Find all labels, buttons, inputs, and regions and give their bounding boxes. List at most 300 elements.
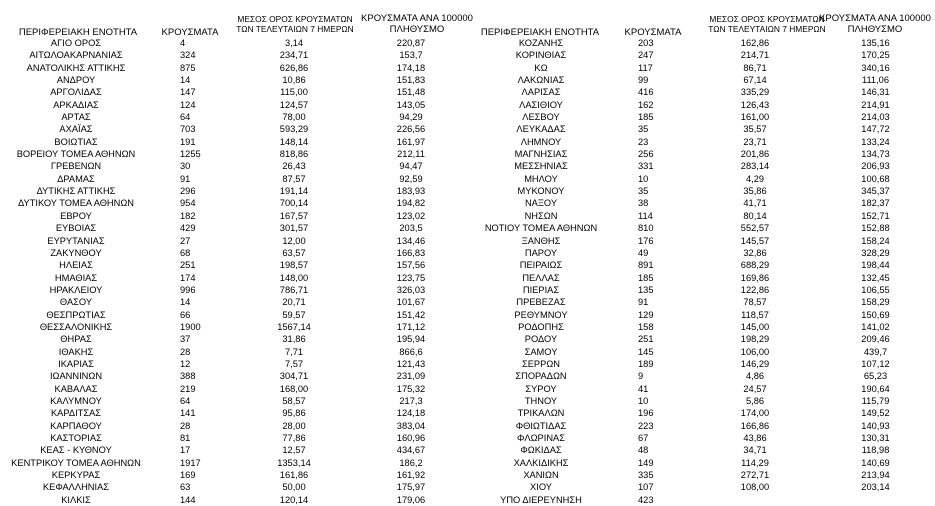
region-name: ΚΟΡΙΝΘΙΑΣ xyxy=(515,50,567,61)
per-100k-value: 152,71 xyxy=(861,210,890,221)
region-name: ΚΑΛΥΜΝΟΥ xyxy=(50,395,102,406)
region-name: ΑΓΙΟ ΟΡΟΣ xyxy=(50,38,102,48)
cases-value: 158 xyxy=(638,321,654,332)
table-row xyxy=(0,284,470,296)
header-region-right: ΠΕΡΙΦΕΡΕΙΑΚΗ ΕΝΟΤΗΤΑ xyxy=(480,27,600,38)
cases-value: 1900 xyxy=(180,321,201,332)
table-row xyxy=(0,111,470,123)
per-100k-value: 340,16 xyxy=(861,62,890,73)
region-name: ΚΩ xyxy=(534,62,548,73)
per-100k-value: 179,06 xyxy=(396,494,426,505)
region-name: ΚΑΡΠΑΘΟΥ xyxy=(50,420,102,431)
avg-7day-value: 818,86 xyxy=(279,149,309,160)
table-row xyxy=(468,395,935,407)
region-name: ΦΛΩΡΙΝΑΣ xyxy=(516,433,566,443)
avg-7day-value: 87,57 xyxy=(282,173,306,184)
per-100k-value: 124,18 xyxy=(396,408,426,419)
table-row xyxy=(468,457,935,469)
per-100k-value: 183,93 xyxy=(396,186,426,197)
per-100k-value: 198,44 xyxy=(861,260,890,271)
per-100k-value: 101,67 xyxy=(396,297,426,308)
avg-7day-value: 63,57 xyxy=(282,247,306,258)
avg-7day-value: 34,71 xyxy=(743,445,767,456)
table-row xyxy=(0,383,470,395)
cases-value: 12 xyxy=(180,358,191,369)
per-100k-value: 171,12 xyxy=(396,321,426,332)
region-name: ΜΗΛΟΥ xyxy=(524,173,558,184)
cases-value: 129 xyxy=(638,309,654,320)
avg-7day-value: 146,29 xyxy=(740,358,770,369)
cases-value: 1917 xyxy=(180,457,201,468)
table-row xyxy=(0,469,470,481)
table-row xyxy=(0,99,470,111)
avg-7day-value: 108,00 xyxy=(740,482,770,493)
avg-7day-value: 234,71 xyxy=(279,50,309,61)
cases-value: 891 xyxy=(638,260,654,271)
per-100k-value: 209,46 xyxy=(861,334,890,345)
avg-7day-value: 50,00 xyxy=(282,482,306,493)
region-name: ΞΑΝΘΗΣ xyxy=(521,235,561,246)
table-row xyxy=(468,432,935,444)
region-name: ΔΥΤΙΚΟΥ ΤΟΜΕΑ ΑΘΗΝΩΝ xyxy=(17,198,135,209)
per-100k-value: 94,29 xyxy=(399,112,423,123)
region-name: ΧΙΟΥ xyxy=(530,482,552,493)
region-name: ΕΒΡΟΥ xyxy=(60,210,92,221)
table-row xyxy=(0,86,470,98)
table-row xyxy=(0,210,470,222)
region-name: ΙΩΑΝΝΙΝΩΝ xyxy=(49,371,103,382)
region-name: ΡΕΘΥΜΝΟΥ xyxy=(514,309,568,320)
table-row xyxy=(0,160,470,172)
cases-value: 335 xyxy=(638,470,654,481)
per-100k-value: 214,91 xyxy=(861,99,890,110)
table-row xyxy=(468,111,935,123)
per-100k-value: 130,31 xyxy=(861,433,890,443)
table-row xyxy=(468,210,935,222)
region-name: ΧΑΛΚΙΔΙΚΗΣ xyxy=(513,457,569,468)
per-100k-value: 195,94 xyxy=(396,334,426,345)
region-name: ΘΕΣΣΑΛΟΝΙΚΗΣ xyxy=(39,321,113,332)
cases-value: 203 xyxy=(638,38,654,48)
table-row xyxy=(0,136,470,148)
region-name: ΛΑΡΙΣΑΣ xyxy=(521,87,561,98)
table-row xyxy=(468,469,935,481)
avg-7day-value: 198,57 xyxy=(279,260,309,271)
avg-7day-value xyxy=(694,494,816,506)
per-100k-value: 213,94 xyxy=(861,470,890,481)
cases-value: 256 xyxy=(638,149,654,160)
table-row xyxy=(0,407,470,419)
table-row xyxy=(0,444,470,456)
per-100k-value: 149,52 xyxy=(861,408,890,419)
per-100k-value: 107,12 xyxy=(861,358,890,369)
cases-value: 223 xyxy=(638,420,654,431)
region-name: ΚΑΣΤΟΡΙΑΣ xyxy=(50,433,102,443)
avg-7day-value: 126,43 xyxy=(740,99,770,110)
per-100k-value: 182,37 xyxy=(861,198,890,209)
cases-value: 954 xyxy=(180,198,196,209)
cases-value: 219 xyxy=(180,383,196,394)
cases-value: 169 xyxy=(180,470,196,481)
table-row xyxy=(468,123,935,135)
table-row xyxy=(0,494,470,506)
per-100k-value: 866,6 xyxy=(399,346,423,357)
avg-7day-value: 161,00 xyxy=(740,112,770,123)
region-name: ΙΘΑΚΗΣ xyxy=(58,346,94,357)
cases-value: 99 xyxy=(638,75,649,86)
table-row xyxy=(468,358,935,370)
cases-value: 91 xyxy=(180,173,191,184)
avg-7day-value: 161,86 xyxy=(279,470,309,481)
region-name: ΛΑΣΙΘΙΟΥ xyxy=(519,99,563,110)
cases-value: 81 xyxy=(180,433,191,443)
region-name: ΜΕΣΣΗΝΙΑΣ xyxy=(514,161,568,172)
cases-value: 144 xyxy=(180,494,196,505)
region-name: ΘΑΣΟΥ xyxy=(59,297,93,308)
avg-7day-value: 166,86 xyxy=(740,420,770,431)
per-100k-value: 141,02 xyxy=(861,321,890,332)
region-name: ΑΝΔΡΟΥ xyxy=(56,75,96,86)
cases-value: 68 xyxy=(180,247,191,258)
region-name: ΚΕΦΑΛΛΗΝΙΑΣ xyxy=(42,482,110,493)
avg-7day-value: 114,29 xyxy=(741,457,769,468)
per-100k-value: 161,92 xyxy=(396,470,426,481)
table-row xyxy=(468,235,935,247)
avg-7day-value: 168,00 xyxy=(279,383,309,394)
avg-7day-value: 20,71 xyxy=(282,297,306,308)
per-100k-value: 111,06 xyxy=(861,75,890,86)
header-cases-left: ΚΡΟΥΣΜΑΤΑ xyxy=(161,27,219,38)
table-row xyxy=(468,481,935,493)
avg-7day-value: 12,57 xyxy=(282,445,306,456)
header-avg-right: ΜΕΣΟΣ ΟΡΟΣ ΚΡΟΥΣΜΑΤΩΝ ΤΩΝ ΤΕΛΕΥΤΑΙΩΝ 7 ΗΜΕΡΩΝ xyxy=(708,14,826,34)
avg-7day-value: 24,57 xyxy=(743,383,767,394)
region-name: ΤΗΝΟΥ xyxy=(524,395,558,406)
table-row xyxy=(0,272,470,284)
table-row xyxy=(468,136,935,148)
avg-7day-value: 67,14 xyxy=(743,75,767,86)
table-row xyxy=(468,185,935,197)
table-row xyxy=(468,321,935,333)
table-row xyxy=(0,346,470,358)
avg-7day-value: 4,29 xyxy=(745,173,765,184)
per-100k-value: 217,3 xyxy=(399,395,423,406)
table-row xyxy=(0,457,470,469)
avg-7day-value: 35,86 xyxy=(743,186,767,197)
cases-value: 324 xyxy=(180,50,196,61)
per-100k-value: 115,79 xyxy=(861,395,890,406)
region-name: ΜΑΓΝΗΣΙΑΣ xyxy=(514,149,568,160)
per-100k-value: 231,09 xyxy=(396,371,426,382)
table-row xyxy=(468,259,935,271)
cases-value: 35 xyxy=(638,124,649,135)
table-row xyxy=(0,481,470,493)
cases-value: 196 xyxy=(638,408,654,419)
table-row xyxy=(0,370,470,382)
region-name: ΘΗΡΑΣ xyxy=(60,334,92,345)
per-100k-value: 186,2 xyxy=(399,457,423,468)
region-name: ΠΕΙΡΑΙΩΣ xyxy=(519,260,563,271)
table-row xyxy=(468,333,935,345)
cases-value: 27 xyxy=(180,235,191,246)
region-name: ΦΘΙΩΤΙΔΑΣ xyxy=(515,420,567,431)
per-100k-value: 106,55 xyxy=(861,284,890,295)
region-name: ΚΕΑΣ - ΚΥΘΝΟΥ xyxy=(40,445,112,456)
table-row xyxy=(468,247,935,259)
table-row xyxy=(0,222,470,234)
region-name: ΣΑΜΟΥ xyxy=(524,346,558,357)
per-100k-value: 439,7 xyxy=(863,346,888,357)
cases-value: 23 xyxy=(638,136,649,147)
cases-value: 185 xyxy=(638,112,654,123)
per-100k-value: 123,75 xyxy=(396,272,426,283)
header-per100k-left: ΚΡΟΥΣΜΑΤΑ ΑΝΑ 100000 ΠΛΗΘΥΣΜΟ xyxy=(361,13,473,35)
region-name: ΑΡΓΟΛΙΔΑΣ xyxy=(50,87,102,98)
cases-value: 48 xyxy=(638,445,649,456)
cases-value: 114 xyxy=(638,210,653,221)
avg-7day-value: 78,00 xyxy=(282,112,306,123)
cases-value: 64 xyxy=(180,395,191,406)
region-name: ΑΙΤΩΛΟΑΚΑΡΝΑΝΙΑΣ xyxy=(29,50,123,61)
avg-7day-value: 120,14 xyxy=(279,494,309,505)
per-100k-value: 203,14 xyxy=(861,482,890,493)
cases-value: 38 xyxy=(638,198,649,209)
cases-value: 331 xyxy=(638,161,654,172)
per-100k-value: 140,69 xyxy=(861,457,890,468)
table-row xyxy=(468,494,935,506)
region-name: ΓΡΕΒΕΝΩΝ xyxy=(50,161,102,172)
cases-value: 64 xyxy=(180,112,191,123)
cases-value: 429 xyxy=(180,223,196,234)
per-100k-value: 345,37 xyxy=(861,186,890,197)
region-name: ΚΑΡΔΙΤΣΑΣ xyxy=(50,408,102,419)
region-name: ΡΟΔΟΥ xyxy=(524,334,558,345)
avg-7day-value: 700,14 xyxy=(279,198,309,209)
table-row xyxy=(0,259,470,271)
region-name: ΥΠΟ ΔΙΕΡΕΥΝΗΣΗ xyxy=(500,494,582,505)
per-100k-value: 150,69 xyxy=(861,309,890,320)
avg-7day-value: 145,00 xyxy=(740,321,770,332)
table-row xyxy=(468,370,935,382)
cases-value: 1255 xyxy=(180,149,201,160)
table-row xyxy=(468,383,935,395)
region-name: ΛΑΚΩΝΙΑΣ xyxy=(517,75,565,86)
cases-value: 30 xyxy=(180,161,191,172)
table-row xyxy=(0,309,470,321)
cases-value: 37 xyxy=(180,334,191,345)
per-100k-value: 123,02 xyxy=(396,210,426,221)
region-name: ΠΡΕΒΕΖΑΣ xyxy=(516,297,566,308)
table-row xyxy=(0,420,470,432)
cases-value: 14 xyxy=(180,75,191,86)
per-100k-value: 143,05 xyxy=(396,99,426,110)
cases-value: 124 xyxy=(180,99,196,110)
region-name: ΦΩΚΙΔΑΣ xyxy=(520,445,562,456)
region-name: ΕΥΒΟΙΑΣ xyxy=(55,223,97,234)
table-row xyxy=(468,62,935,74)
region-name: ΛΕΥΚΑΔΑΣ xyxy=(516,124,566,135)
cases-value: 251 xyxy=(638,334,654,345)
avg-7day-value: 7,57 xyxy=(284,358,304,369)
table-row xyxy=(0,358,470,370)
per-100k-value: 94,47 xyxy=(399,161,423,172)
cases-value: 149 xyxy=(638,457,654,468)
avg-7day-value: 95,86 xyxy=(282,408,306,419)
avg-7day-value: 59,57 xyxy=(282,309,306,320)
avg-7day-value: 26,43 xyxy=(282,161,306,172)
avg-7day-value: 593,29 xyxy=(279,124,309,135)
region-name: ΑΧΑΪΑΣ xyxy=(59,124,93,135)
per-100k-value: 170,25 xyxy=(861,50,890,61)
region-name: ΠΑΡΟΥ xyxy=(524,247,558,258)
avg-7day-value: 304,71 xyxy=(279,371,309,382)
avg-7day-value: 31,86 xyxy=(282,334,306,345)
per-100k-value: 226,56 xyxy=(396,124,426,135)
table-row xyxy=(0,49,470,61)
avg-7day-value: 174,00 xyxy=(740,408,770,419)
table-row xyxy=(0,74,470,86)
avg-7day-value: 3,14 xyxy=(284,38,304,48)
avg-7day-value: 4,86 xyxy=(745,371,765,382)
avg-7day-value: 106,00 xyxy=(740,346,770,357)
per-100k-value: 118,98 xyxy=(861,445,890,456)
table-row xyxy=(468,222,935,234)
cases-value: 416 xyxy=(638,87,654,98)
region-name: ΘΕΣΠΡΩΤΙΑΣ xyxy=(46,309,106,320)
region-name: ΣΕΡΡΩΝ xyxy=(521,358,560,369)
per-100k-value: 151,83 xyxy=(396,75,426,86)
avg-7day-value: 124,57 xyxy=(279,99,309,110)
avg-7day-value: 23,71 xyxy=(743,136,767,147)
avg-7day-value: 43,86 xyxy=(743,433,767,443)
table-row xyxy=(0,235,470,247)
avg-7day-value: 169,86 xyxy=(740,272,770,283)
avg-7day-value: 552,57 xyxy=(740,223,770,234)
per-100k-value: 100,68 xyxy=(861,173,890,184)
table-row xyxy=(0,247,470,259)
avg-7day-value: 214,71 xyxy=(740,50,770,61)
table-row xyxy=(0,321,470,333)
header-avg-left: ΜΕΣΟΣ ΟΡΟΣ ΚΡΟΥΣΜΑΤΩΝ ΤΩΝ ΤΕΛΕΥΤΑΙΩΝ 7 ΗΜΕΡΩΝ xyxy=(236,14,354,34)
region-name: ΖΑΚΥΝΘΟΥ xyxy=(50,247,102,258)
avg-7day-value: 191,14 xyxy=(279,186,309,197)
avg-7day-value: 145,57 xyxy=(740,235,770,246)
cases-value: 191 xyxy=(180,136,196,147)
region-name: ΝΟΤΙΟΥ ΤΟΜΕΑ ΑΘΗΝΩΝ xyxy=(484,223,598,234)
region-name: ΑΡΤΑΣ xyxy=(61,112,91,123)
avg-7day-value: 28,00 xyxy=(282,420,306,431)
cases-value: 810 xyxy=(638,223,654,234)
table-row xyxy=(0,148,470,160)
table-row xyxy=(468,420,935,432)
cases-value: 423 xyxy=(638,494,654,505)
cases-value: 28 xyxy=(180,346,191,357)
avg-7day-value: 35,57 xyxy=(743,124,767,135)
per-100k-value: 214,03 xyxy=(861,112,890,123)
per-100k-value: 152,88 xyxy=(861,223,890,234)
table-row xyxy=(0,62,470,74)
table-row xyxy=(468,309,935,321)
per-100k-value: 135,16 xyxy=(861,38,890,48)
per-100k-value: 220,87 xyxy=(396,38,426,48)
region-name: ΚΙΛΚΙΣ xyxy=(61,494,91,505)
avg-7day-value: 272,71 xyxy=(740,470,770,481)
per-100k-value: 157,56 xyxy=(396,260,426,271)
per-100k-value: 132,45 xyxy=(861,272,890,283)
region-name: ΝΑΞΟΥ xyxy=(524,198,558,209)
cases-value: 147 xyxy=(180,87,196,98)
avg-7day-value: 5,86 xyxy=(745,395,765,406)
avg-7day-value: 626,86 xyxy=(279,62,309,73)
avg-7day-value: 77,86 xyxy=(282,433,306,443)
cases-value: 174 xyxy=(180,272,196,283)
per-100k-value: 146,31 xyxy=(861,87,890,98)
cases-value: 41 xyxy=(638,383,649,394)
table-row xyxy=(468,86,935,98)
avg-7day-value: 32,86 xyxy=(743,247,767,258)
avg-7day-value: 12,00 xyxy=(282,235,306,246)
region-name: ΔΡΑΜΑΣ xyxy=(57,173,95,184)
header-per100k-right: ΚΡΟΥΣΜΑΤΑ ΑΝΑ 100000 ΠΛΗΘΥΣΜΟ xyxy=(819,13,931,35)
avg-7day-value: 58,57 xyxy=(282,395,306,406)
per-100k-value: 212,11 xyxy=(397,149,425,160)
region-name: ΒΟΙΩΤΙΑΣ xyxy=(54,136,98,147)
per-100k-value: 190,64 xyxy=(861,383,890,394)
region-name: ΠΙΕΡΙΑΣ xyxy=(522,284,560,295)
table-row xyxy=(468,296,935,308)
table-row xyxy=(468,99,935,111)
table-row xyxy=(468,37,935,49)
avg-7day-value: 148,14 xyxy=(279,136,309,147)
per-100k-value: 383,04 xyxy=(396,420,426,431)
per-100k-value: 134,46 xyxy=(396,235,426,246)
cases-value: 91 xyxy=(638,297,649,308)
per-100k-value: 158,29 xyxy=(861,297,890,308)
region-name: ΠΕΛΛΑΣ xyxy=(522,272,560,283)
table-row xyxy=(468,173,935,185)
table-row xyxy=(468,284,935,296)
per-100k-value xyxy=(816,494,935,506)
table-row xyxy=(0,296,470,308)
table-row xyxy=(468,49,935,61)
per-100k-value: 65,23 xyxy=(863,371,888,382)
cases-value: 10 xyxy=(638,173,649,184)
cases-value: 145 xyxy=(638,346,654,357)
region-name: ΗΛΕΙΑΣ xyxy=(59,260,93,271)
cases-value: 4 xyxy=(180,38,186,48)
table-row xyxy=(468,148,935,160)
per-100k-value: 140,93 xyxy=(861,420,890,431)
cases-value: 63 xyxy=(180,482,191,493)
per-100k-value: 134,73 xyxy=(861,149,890,160)
avg-7day-value: 148,00 xyxy=(279,272,309,283)
region-name: ΒΟΡΕΙΟΥ ΤΟΜΕΑ ΑΘΗΝΩΝ xyxy=(16,149,136,160)
region-name: ΑΡΚΑΔΙΑΣ xyxy=(53,99,99,110)
region-name: ΧΑΝΙΩΝ xyxy=(523,470,559,481)
per-100k-value: 203,5 xyxy=(399,223,423,234)
region-name: ΛΕΣΒΟΥ xyxy=(522,112,560,123)
avg-7day-value: 118,57 xyxy=(741,309,769,320)
avg-7day-value: 1353,14 xyxy=(277,457,311,468)
cases-value: 185 xyxy=(638,272,654,283)
cases-value: 135 xyxy=(638,284,654,295)
per-100k-value: 194,82 xyxy=(396,198,426,209)
avg-7day-value: 335,29 xyxy=(740,87,770,98)
per-100k-value: 206,93 xyxy=(861,161,890,172)
region-name: ΕΥΡΥΤΑΝΙΑΣ xyxy=(47,235,105,246)
table-row xyxy=(0,173,470,185)
table-row xyxy=(468,74,935,86)
